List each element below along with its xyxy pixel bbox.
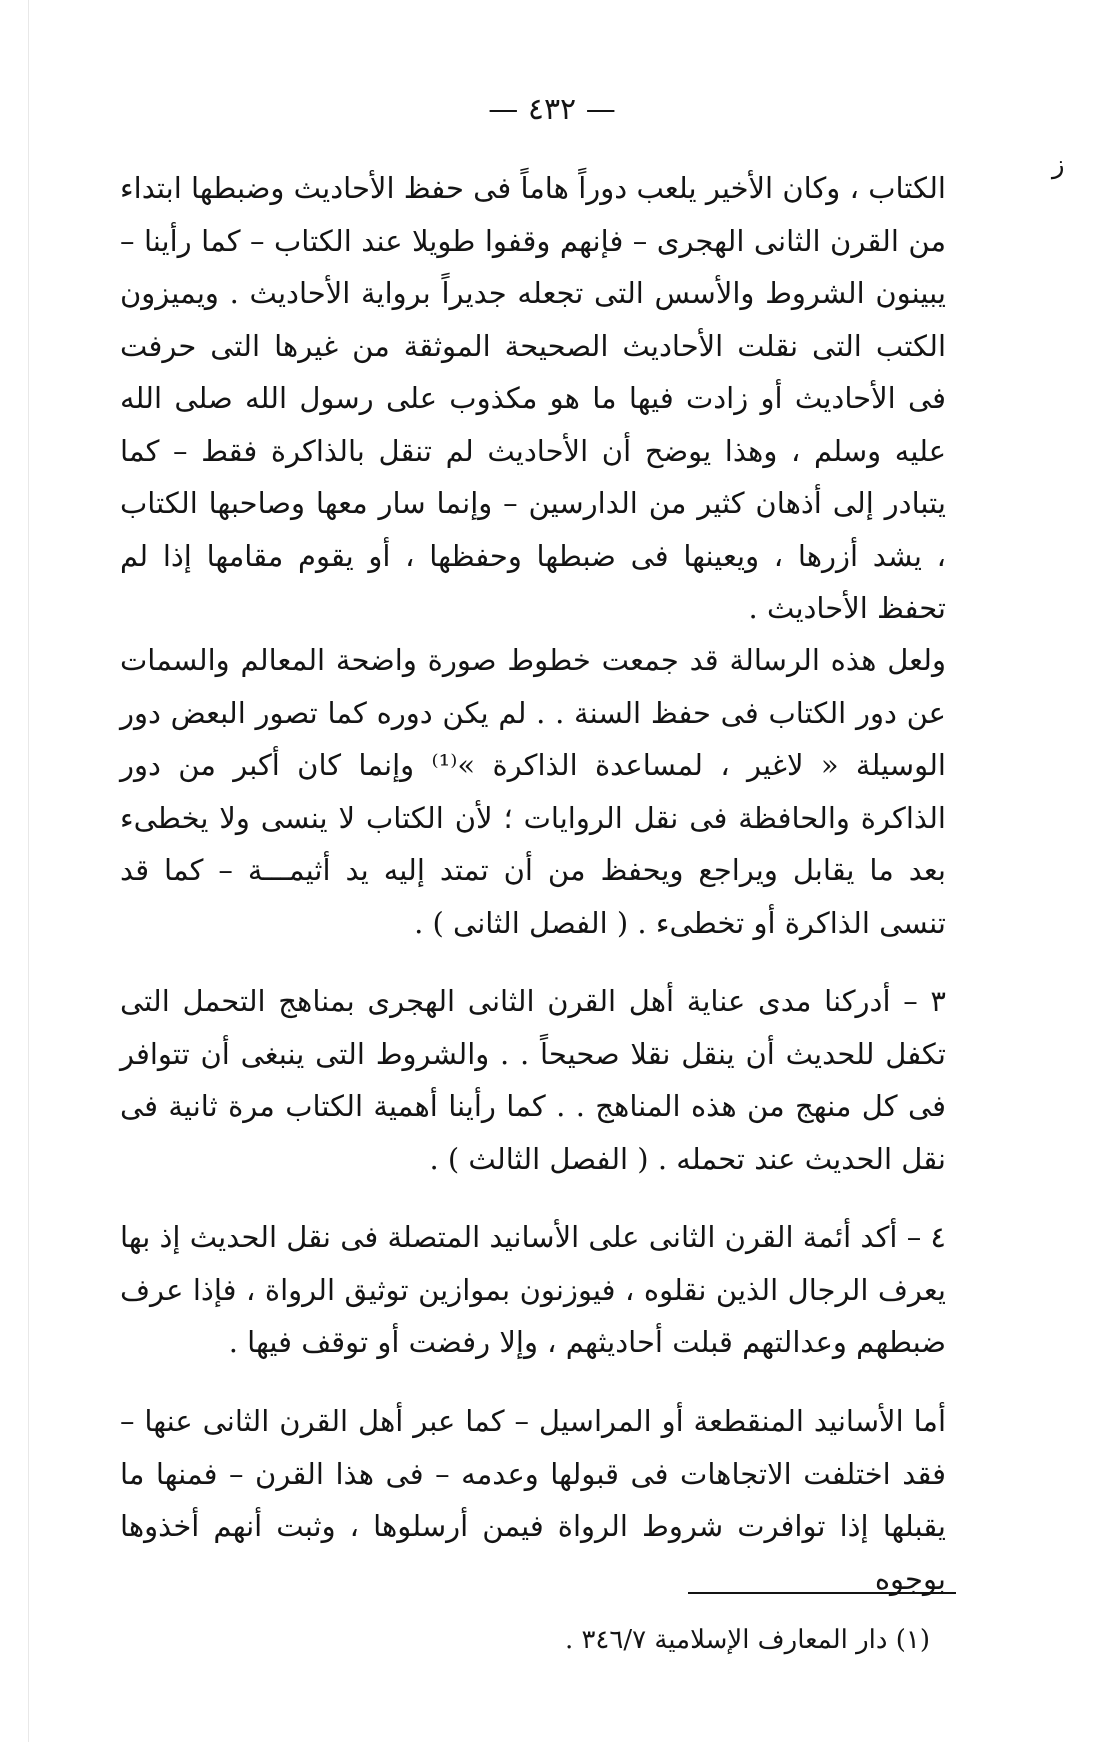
margin-mark: ز	[1052, 150, 1065, 180]
footnote-divider	[688, 1592, 956, 1594]
scan-edge-line	[28, 0, 29, 1742]
paragraph-3	[120, 975, 946, 1185]
paragraph-text: الكتاب ، وكان الأخير يلعب دوراً هاماً فى حفظ الأحاديث وضبطها ابتداء من القرن الثانى الهجرى – فإنهم وقفوا طويلا عند الكتاب – كما رأينا – يبينون الشروط والأسس التى تجعله جديراً برواية الأحاديث . ويميزون الكتب التى نقلت الأحاديث الصحيحة الموثقة من غيرها التى حرفت فى الأحاديث أو زادت فيها ما هو مكذوب على رسول الله صلى الله عليه وسلم ، وهذا يوضح أن الأحاديث لم تنقل بالذاكرة فقط – كما يتبادر إلى أذهان كثير من الدارسين – وإنما سار معها وصاحبها الكتاب ، يشد أزرها ، ويعينها فى ضبطها وحفظها ، أو يقوم مقامها إذا لم تحفظ الأحاديث .	[120, 171, 946, 625]
paragraph-5	[120, 1395, 946, 1605]
paragraph-1	[120, 162, 946, 635]
paragraph-2	[120, 634, 946, 949]
paragraph-4	[120, 1211, 946, 1369]
paragraph-text: ولعل هذه الرسالة قد جمعت خطوط صورة واضحة المعالم والسمات عن دور الكتاب فى حفظ السنة . . لم يكن دوره كما تصور البعض دور الوسيلة « لاغير ، لمساعدة الذاكرة »⁽¹⁾ وإنما كان أكبر من دور الذاكرة والحافظة فى نقل الروايات ؛ لأن الكتاب لا ينسى ولا يخطىء بعد ما يقابل ويراجع ويحفظ من أن تمتد إليه يد أثيمـــة – كما قد تنسى الذاكرة أو تخطىء . ( الفصل الثانى ) .	[120, 643, 946, 940]
page-number: — ٤٣٢ —	[488, 92, 616, 127]
footnote: (١) دار المعارف الإسلامية ٣٤٦/٧ .	[564, 1625, 930, 1655]
paragraph-text: أما الأسانيد المنقطعة أو المراسيل – كما عبر أهل القرن الثانى عنها – فقد اختلفت الاتجاهات فى قبولها وعدمه – فى هذا القرن – فمنها ما يقبلها إذا توافرت شروط الرواة فيمن أرسلوها ، وثبت أنهم أخذوها بوجوه	[120, 1404, 946, 1596]
paragraph-text: ٣ – أدركنا مدى عناية أهل القرن الثانى الهجرى بمناهج التحمل التى تكفل للحديث أن ينقل نقلا صحيحاً . . والشروط التى ينبغى أن تتوافر فى كل منهج من هذه المناهج . . كما رأينا أهمية الكتاب مرة ثانية فى نقل الحديث عند تحمله . ( الفصل الثالث ) .	[120, 984, 946, 1176]
paragraph-text: ٤ – أكد أئمة القرن الثانى على الأسانيد المتصلة فى نقل الحديث إذ بها يعرف الرجال الذين نقلوه ، فيوزنون بموازين توثيق الرواة ، فإذا عرف ضبطهم وعدالتهم قبلت أحاديثهم ، وإلا رفضت أو توقف فيها .	[120, 1220, 946, 1359]
